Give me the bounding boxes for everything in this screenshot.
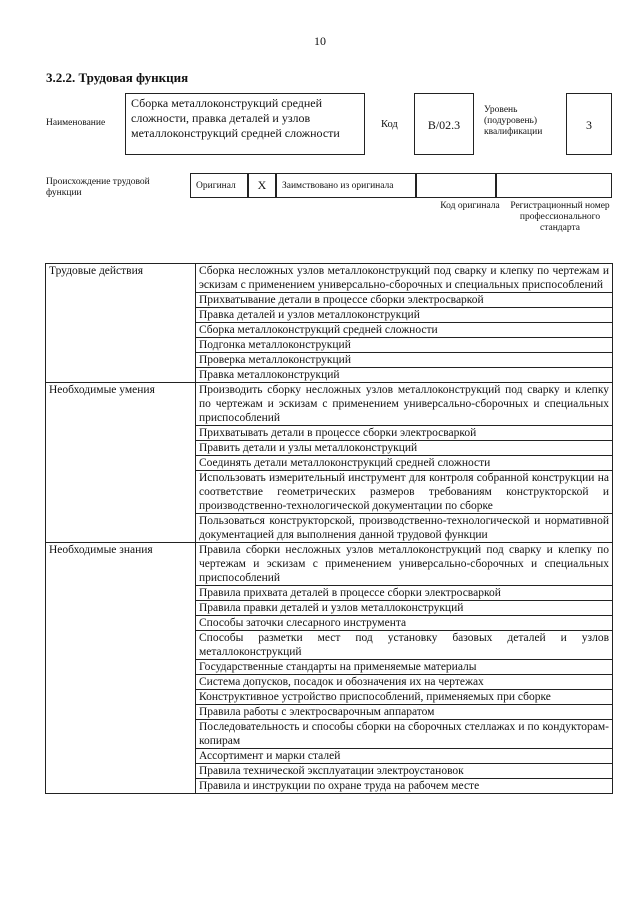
item-text: Правила прихвата деталей в процессе сборки электросваркой: [196, 586, 613, 601]
item-text: Правила правки деталей и узлов металлоконструкций: [196, 601, 613, 616]
competency-table: [45, 263, 613, 794]
original-label: Оригинал: [190, 173, 248, 198]
page-number: 10: [314, 34, 326, 48]
item-text: Правила и инструкции по охране труда на рабочем месте: [196, 779, 613, 794]
item-text: Государственные стандарты на применяемые материалы: [196, 660, 613, 675]
code-original-box: [416, 173, 496, 198]
table-row: [46, 543, 613, 586]
section-heading: Необходимые умения: [46, 383, 196, 543]
level-label: Уровень (подуровень) квалификации: [484, 105, 543, 137]
origin-label: Происхождение трудовой функции: [46, 177, 150, 198]
code-box: B/02.3: [414, 93, 474, 155]
reg-number-label: Регистрационный номер профессионального стандарта: [510, 201, 610, 233]
original-mark: X: [248, 173, 276, 198]
section-heading: Трудовые действия: [46, 264, 196, 383]
item-text: Последовательность и способы сборки на сборочных стеллажах и по кондукторам-копирам: [196, 720, 613, 749]
reg-number-box: [496, 173, 612, 198]
item-text: Проверка металлоконструкций: [196, 353, 613, 368]
item-text: Правка деталей и узлов металлоконструкций: [196, 308, 613, 323]
item-text: Сборка металлоконструкций средней сложности: [196, 323, 613, 338]
item-text: Конструктивное устройство приспособлений, применяемых при сборке: [196, 690, 613, 705]
table-row: [46, 383, 613, 426]
item-text: Прихватывание детали в процессе сборки электросваркой: [196, 293, 613, 308]
item-text: Подгонка металлоконструкций: [196, 338, 613, 353]
item-text: Править детали и узлы металлоконструкций: [196, 441, 613, 456]
item-text: Правка металлоконструкций: [196, 368, 613, 383]
item-text: Пользоваться конструкторской, производственно-технологической и нормативной документацией для выполнения данной трудовой функции: [196, 514, 613, 543]
level-box: 3: [566, 93, 612, 155]
code-label: Код: [381, 119, 398, 130]
origin-row: [190, 173, 612, 198]
item-text: Производить сборку несложных узлов металлоконструкций под сварку и клепку по чертежам и эскизам с применением универсально-сборочных и специальных приспособлений: [196, 383, 613, 426]
item-text: Соединять детали металлоконструкций средней сложности: [196, 456, 613, 471]
item-text: Правила технической эксплуатации электроустановок: [196, 764, 613, 779]
item-text: Правила сборки несложных узлов металлоконструкций под сварку и клепку по чертежам и эскизам с применением универсально-сборочных и специальных приспособлений: [196, 543, 613, 586]
item-text: Ассортимент и марки сталей: [196, 749, 613, 764]
section-heading: Необходимые знания: [46, 543, 196, 794]
item-text: Сборка несложных узлов металлоконструкций под сварку и клепку по чертежам и эскизам с применением универсально-сборочных и специальных приспособлений: [196, 264, 613, 293]
item-text: Использовать измерительный инструмент для контроля собранной конструкции на соответствие геометрических размеров требованиям конструкторской и производственно-технологической документации по сборке: [196, 471, 613, 514]
section-title: 3.2.2. Трудовая функция: [46, 70, 189, 85]
item-text: Способы разметки мест под установку базовых деталей и узлов металлоконструкций: [196, 631, 613, 660]
item-text: Прихватывать детали в процессе сборки электросваркой: [196, 426, 613, 441]
name-label: Наименование: [46, 118, 106, 128]
item-text: Способы заточки слесарного инструмента: [196, 616, 613, 631]
item-text: Правила работы с электросварочным аппаратом: [196, 705, 613, 720]
borrowed-label: Заимствовано из оригинала: [276, 173, 416, 198]
function-name-box: Сборка металлоконструкций средней сложности, правка деталей и узлов металлоконструкций средней сложности: [125, 93, 365, 155]
item-text: Система допусков, посадок и обозначения их на чертежах: [196, 675, 613, 690]
code-original-label: Код оригинала: [440, 201, 500, 211]
table-row: [46, 264, 613, 293]
